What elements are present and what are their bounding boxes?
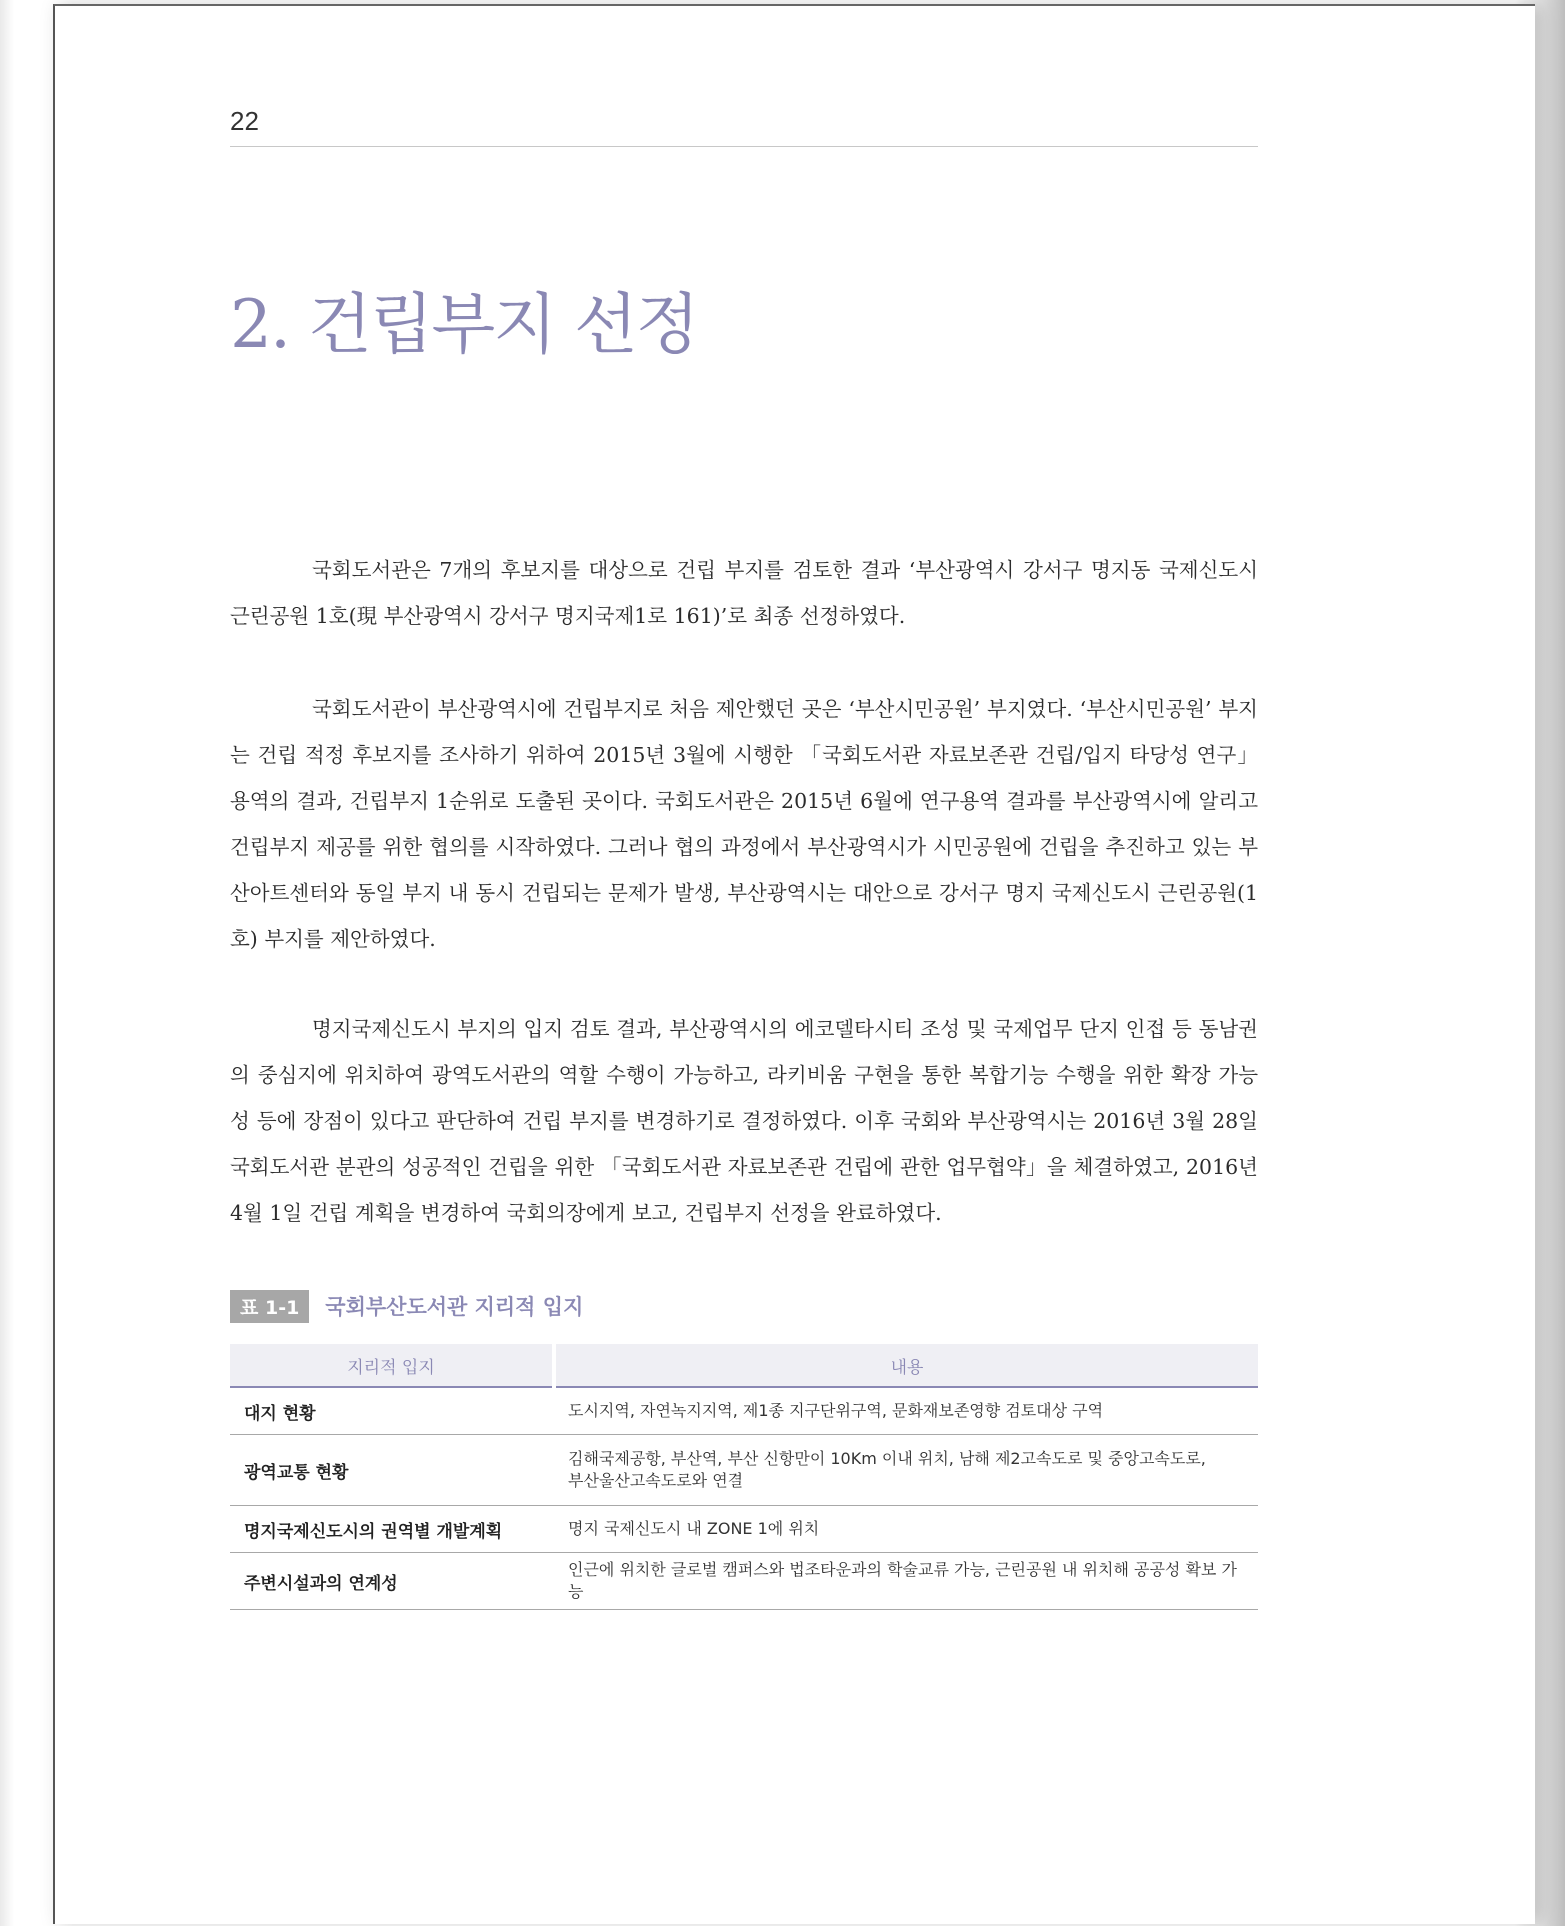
table-header-row [230,1344,1258,1387]
row-content-line: 김해국제공항, 부산역, 부산 신항만이 10Km 이내 위치, 남해 제2고속도로 및 중앙고속도로, [568,1449,1206,1468]
row-content-line: 부산울산고속도로와 연결 [568,1471,744,1490]
row-label: 주변시설과의 연계성 [230,1553,554,1610]
row-content: 인근에 위치한 글로벌 캠퍼스와 법조타운과의 학술교류 가능, 근린공원 내 위치해 공공성 확보 가능 [554,1553,1258,1610]
table-number-badge: 표 1-1 [230,1290,309,1323]
row-label: 명지국제신도시의 권역별 개발계획 [230,1506,554,1553]
body-paragraph: 국회도서관이 부산광역시에 건립부지로 처음 제안했던 곳은 ‘부산시민공원’ 부지였다. ‘부산시민공원’ 부지는 건립 적정 후보지를 조사하기 위하여 2015년 3월에 시행한 「국회도서관 자료보존관 건립/입지 타당성 연구」 용역의 결과, 건립부지 1순위로 도출된 곳이다. 국회도서관은 2015년 6월에 연구용역 결과를 부산광역시에 알리고 건립부지 제공를 위한 협의를 시작하였다. 그러나 협의 과정에서 부산광역시가 시민공원에 건립을 추진하고 있는 부산아트센터와 동일 부지 내 동시 건립되는 문제가 발생, 부산광역시는 대안으로 강서구 명지 국제신도시 근린공원(1호) 부지를 제안하였다. [230,697,1258,951]
table-row [230,1387,1258,1435]
table-title: 국회부산도서관 지리적 입지 [325,1295,584,1319]
table-caption [230,1291,583,1321]
body-paragraph: 국회도서관은 7개의 후보지를 대상으로 건립 부지를 검토한 결과 ‘부산광역시 강서구 명지동 국제신도시 근린공원 1호(現 부산광역시 강서구 명지국제1로 161)’로 최종 선정하였다. [230,558,1258,628]
document-page [53,4,1535,1924]
row-content: 도시지역, 자연녹지지역, 제1종 지구단위구역, 문화재보존영향 검토대상 구역 [554,1387,1258,1435]
row-content [554,1435,1258,1506]
header-divider [230,146,1258,147]
location-table [230,1344,1258,1610]
table-row [230,1506,1258,1553]
row-content: 명지 국제신도시 내 ZONE 1에 위치 [554,1506,1258,1553]
row-label: 대지 현황 [230,1387,554,1435]
row-label: 광역교통 현황 [230,1435,554,1506]
table-header-content: 내용 [554,1344,1258,1387]
section-title: 2. 건립부지 선정 [230,286,698,363]
table-header-location: 지리적 입지 [230,1344,554,1387]
body-paragraph: 명지국제신도시 부지의 입지 검토 결과, 부산광역시의 에코델타시티 조성 및 국제업무 단지 인접 등 동남권의 중심지에 위치하여 광역도서관의 역할 수행이 가능하고, 라키비움 구현을 통한 복합기능 수행을 위한 확장 가능성 등에 장점이 있다고 판단하여 건립 부지를 변경하기로 결정하였다. 이후 국회와 부산광역시는 2016년 3월 28일 국회도서관 분관의 성공적인 건립을 위한 「국회도서관 자료보존관 건립에 관한 업무협약」을 체결하였고, 2016년 4월 1일 건립 계획을 변경하여 국회의장에게 보고, 건립부지 선정을 완료하였다. [230,1017,1258,1225]
page-number: 22 [230,106,259,136]
table-row [230,1435,1258,1506]
table-row [230,1553,1258,1610]
